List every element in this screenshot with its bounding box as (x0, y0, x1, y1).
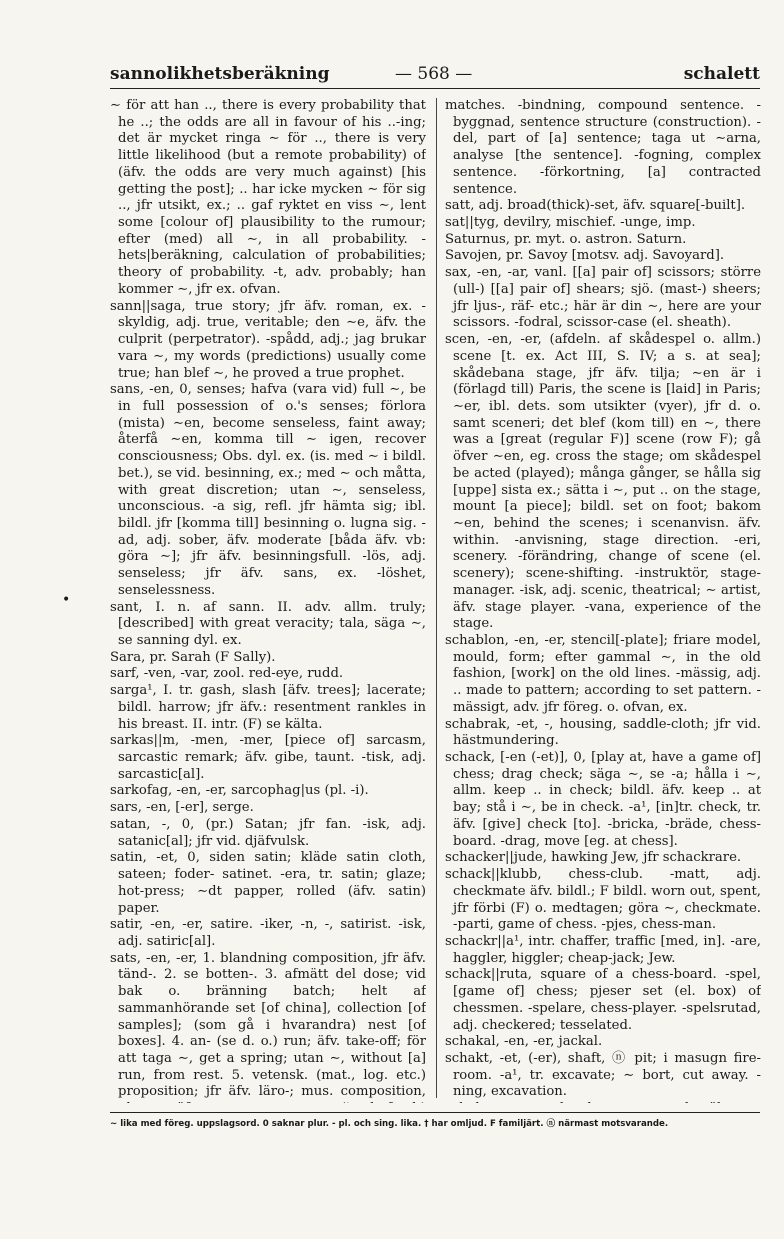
entry-schackruta: schack||ruta, square of a chess-board. -spel, [game of] chess; pjeser set (el. box) of chessmen. -spelare, chess-player. -spelsrutad, adj. checkered; tesselated. (445, 967, 761, 1033)
entry-savojen: Savojen, pr. Savoy [motsv. adj. Savoyard]. (445, 248, 725, 264)
entry-sant: sant, I. n. af sann. II. adv. allm. truly; [described] with great veracity; tala, säga ∼, se sanning dyl. ex. (110, 599, 426, 648)
entry-sans: sans, -en, 0, senses; hafva (vara vid) full ∼, be in full possession of o.'s senses; förlora (mista) ∼en, become senseless, faint away; återfå ∼en, komma till ∼ igen, recover consciousness; Obs. dyl. ex. (is. med ∼ i bildl. bet.), se vid. besinning, ex.; med ∼ och måtta, with great discretion; utan ∼, senseless, unconscious. -a sig, refl. jfr hämta sig; ibl. bildl. jfr [komma till] besinning o. lugna sig. -ad, adj. sober, äfv. moderate [båda äfv. vb: göra ∼]; jfr äfv. besinningsfull. -lös, adj. senseless; jfr äfv. sans, ex. -löshet, senselessness. (110, 382, 426, 598)
entry-scen: scen, -en, -er, (afdeln. af skådespel o. allm.) scene [t. ex. Act III, S. IV; a s. at sea]; skådebana stage, jfr äfv. tilja; ∼en är i (förlagd till) Paris, the scene is [laid] in Paris; ∼er, ibl. dets. som utsikter (vyer), jfr d. o. samt sceneri; det blef (kom till) en ∼, there was a [great (regular F)] scene (row F); gå öfver ∼en, eg. cross the stage; om skådespel be acted (played); många gånger, se hålla sig [uppe] sista ex.; sätta i ∼, put .. on the stage, mount [a piece]; bildl. set on foot; bakom ∼en, behind the scenes; i scenanvisn. äfv. within. -anvisning, stage direction. -eri, scenery. -förändring, change of scene (el. scenery); scene-shifting. -instruktör, stage-manager. -isk, adj. scenic, theatrical; ∼ artist, äfv. stage player. -vana, experience of the stage. (445, 332, 761, 632)
entry-satir: satir, -en, -er, satire. -iker, -n, -, satirist. -isk, adj. satiric[al]. (110, 917, 426, 949)
entry-satin: satin, -et, 0, siden satin; kläde satin cloth, sateen; foder- satinet. -era, tr. satin; glaze; hot-press; ∼dt papper, rolled (äfv. satin) paper. (110, 850, 426, 916)
left-column (110, 98, 426, 1103)
entry-schabrak: schabrak, -et, -, housing, saddle-cloth; jfr vid. hästmundering. (445, 716, 761, 749)
entry-sannsaga: sann||saga, true story; jfr äfv. roman, ex. -skyldig, adj. true, veritable; den ∼e, äfv. the culprit (perpetrator). -spådd, adj.; jag brukar vara ∼, my words (predictions) usually come true; han blef ∼, he proved a true prophet. (110, 298, 426, 381)
entry-schakt: schakt, -et, (-er), shaft, ⓝ pit; i masugn fire-room. -a¹, tr. excavate; ∼ bort, cut away. -ning, excavation. (445, 1050, 761, 1100)
left-running-head: sannolikhetsberäkning (110, 64, 330, 84)
column-divider (436, 98, 437, 1098)
entry-sarga: sarga¹, I. tr. gash, slash [äfv. trees]; lacerate; bildl. harrow; jfr äfv.: resentment rankles in his breast. II. intr. (F) se kälta. (110, 683, 426, 732)
entry-satt: satt, adj. broad(thick)-set, äfv. square[-built]. (445, 198, 746, 214)
entry-satan: satan, -, 0, (pr.) Satan; jfr fan. -isk, adj. satanic[al]; jfr vid. djäfvulsk. (110, 816, 426, 849)
abbreviation-legend: ∼ lika med föreg. uppslagsord. 0 saknar plur. - pl. och sing. lika. † har omljud. F familjärt. ⓝ närmast motsvarande. (110, 1112, 760, 1129)
entry-sarkofag: sarkofag, -en, -er, sarcophag|us (pl. -i). (110, 783, 369, 799)
right-column (445, 98, 761, 1103)
entry-sax: sax, -en, -ar, vanl. [[a] pair of] scissors; större (ull-) [[a] pair of] shears; sjö. (mast-) sheers; jfr ljus-, räf- etc.; här är din ∼, here are your scissors. -fodral, scissor-case (el. sheath). (445, 265, 761, 331)
entry-sarf: sarf, -ven, -var, zool. red-eye, rudd. (110, 666, 344, 682)
page-header (110, 62, 760, 89)
entry-schablon: schablon, -en, -er, stencil[-plate]; friare model, mould, form; efter gammal ∼, in the old fashion, [work] on the old lines. -mässig, adj. .. made to pattern; according to set pattern. -mässigt, adv. jfr föreg. o. ofvan, ex. (445, 633, 761, 715)
right-running-head: schalett (683, 64, 760, 84)
entry-sats: sats, -en, -er, 1. blandning composition, jfr äfv. tänd-. 2. se botten-. 3. afmätt del dose; vid bak o. bränning batch; helt af sammanhörande set [of china], collection [of samples]; (som gå i hvarandra) nest [of boxes]. 4. an- (se d. o.) run; äfv. take-off; för att taga ∼, get a spring; utan ∼, without [a] run, from rest. 5. vetensk. (mat., log. etc.) proposition; jfr äfv. läro-; mus. composition, (110, 950, 426, 1100)
entry-saturnus: Saturnus, pr. myt. o. astron. Saturn. (445, 231, 687, 247)
entry-sats-cont: matches. -bindning, compound sentence. -byggnad, sentence structure (construction). -del, part of [a] sentence; taga ut ∼arna, analyse [the sentence]. -fogning, complex sentence. -förkortning, [a] contracted sentence. (445, 98, 761, 197)
entry-schal (445, 1101, 761, 1103)
page-number: — 568 — (395, 64, 473, 84)
entry-sarkasm: sarkas||m, -men, -mer, [piece of] sarcasm, sarcastic remark; äfv. gibe, taunt. -tisk, adj. sarcastic[al]. (110, 733, 426, 782)
margin-mark: • (62, 592, 71, 608)
entry-sars: sars, -en, [-er], serge. (110, 800, 254, 816)
entry-sattyg: sat||tyg, devilry, mischief. -unge, imp. (445, 215, 696, 231)
entry-schackra: schackr||a¹, intr. chaffer, traffic [med, in]. -are, haggler, higgler; cheap-jack; Jew. (445, 933, 761, 966)
entry-schackklubb: schack||klubb, chess-club. -matt, adj. checkmate äfv. bildl.; F bildl. worn out, spent, jfr förbi (F) o. medtagen; göra ∼, checkmate. -parti, game of chess. -pjes, chess-man. (445, 867, 761, 933)
entry-schack: schack, [-en (-et)], 0, [play at, have a game of] chess; drag check; säga ∼, se -a; hålla i ∼, allm. keep .. in check; bildl. äfv. keep .. at bay; stå i ∼, be in check. -a¹, [in]tr. check, tr. äfv. [give] check [to]. -bricka, -bräde, chess-board. -drag, move [eg. at chess]. (445, 750, 761, 849)
entry-sannolikhet: ∼ för att han .., there is every probability that he ..; the odds are all in favour of his ..-ing; det är mycket ringa ∼ för .., there is very little likelihood (but a remote probability) of (äfv. the odds are very much against) [his getting the post]; .. har icke mycken ∼ för sig .., jfr utsikt, ex.; .. gaf ryktet en viss ∼, lent some [colour of] plausibility to the rumour; efter (med) all ∼, in all probability. -hets|beräkning, calculation of probabilities; theory of probability. -t, adv. probably; han kommer ∼, jfr ex. ofvan. (110, 98, 426, 297)
entry-sara: Sara, pr. Sarah (F Sally). (110, 649, 276, 665)
entry-schackerjude: schacker||jude, hawking Jew, jfr schackrare. (445, 850, 742, 866)
entry-schakal: schakal, -en, -er, jackal. (445, 1034, 603, 1050)
